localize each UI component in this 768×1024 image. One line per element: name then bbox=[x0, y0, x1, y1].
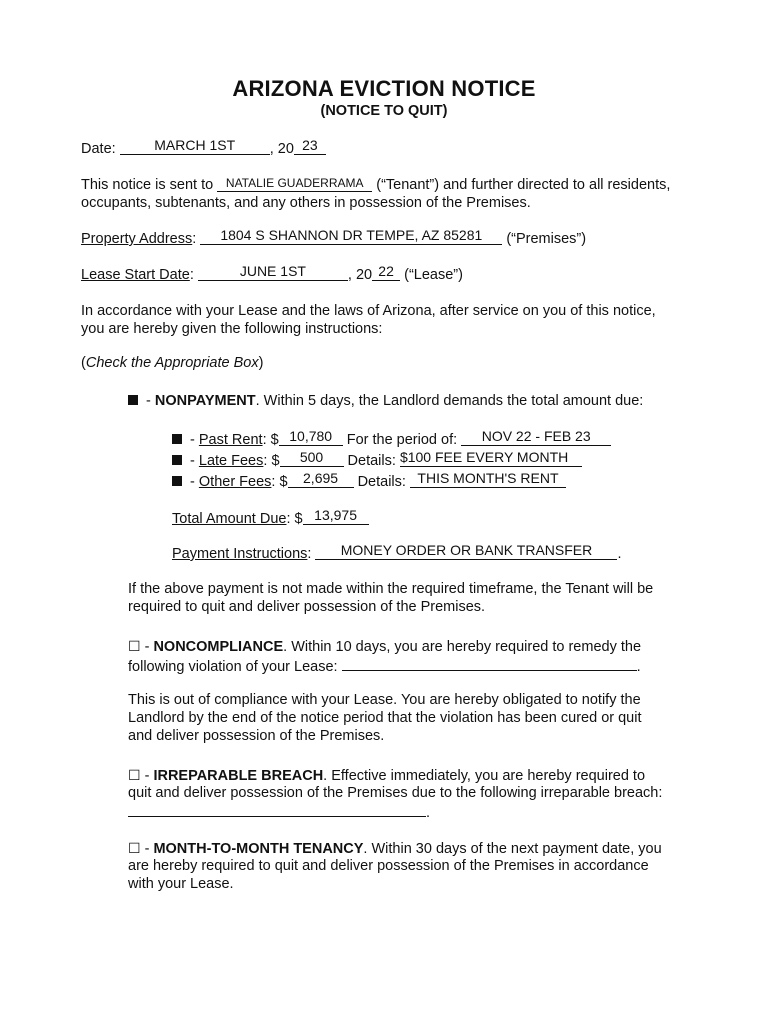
total-due-amount: 13,975 bbox=[314, 507, 357, 523]
other-fees-amount-field[interactable] bbox=[288, 472, 354, 488]
nonpayment-dash: - bbox=[142, 393, 155, 409]
noncompliance-end: . bbox=[636, 659, 641, 675]
page-subtitle: (NOTICE TO QUIT) bbox=[320, 103, 448, 119]
irreparable-breach-field[interactable] bbox=[128, 801, 426, 817]
payment-instructions-end: . bbox=[617, 546, 622, 562]
lease-start-line bbox=[81, 265, 463, 284]
property-label: Property Address bbox=[81, 231, 193, 247]
total-due-currency: : $ bbox=[286, 511, 303, 527]
payment-instructions-field[interactable] bbox=[315, 544, 617, 560]
month-to-month-dash: - bbox=[140, 841, 154, 857]
nonpayment-heading: NONPAYMENT bbox=[154, 393, 256, 409]
tenant-line-after: (“Tenant”) and further directed to all residents, bbox=[376, 177, 671, 193]
other-fees-details: THIS MONTH'S RENT bbox=[417, 470, 559, 486]
past-rent-period-label: For the period of: bbox=[346, 432, 458, 448]
total-due-field[interactable] bbox=[303, 509, 369, 525]
past-rent-amount: 10,780 bbox=[289, 428, 333, 444]
irreparable-line-2: quit and deliver possession of the Premises due to the following irreparable breach: bbox=[128, 785, 663, 801]
lease-year-prefix: , 20 bbox=[347, 267, 373, 283]
noncompliance-violation-label: following violation of your Lease: bbox=[128, 659, 338, 675]
past-rent-period-field[interactable] bbox=[461, 430, 611, 446]
late-fees-checkbox-checked[interactable] bbox=[172, 455, 182, 465]
month-to-month-line-3: with your Lease. bbox=[128, 876, 234, 892]
irreparable-heading: IRREPARABLE BREACH bbox=[153, 768, 324, 784]
late-fees-label: Late Fees bbox=[198, 453, 264, 469]
noncompliance-heading: NONCOMPLIANCE bbox=[153, 639, 284, 655]
intro-line-2: you are hereby given the following instructions: bbox=[81, 321, 383, 337]
month-to-month-option bbox=[128, 839, 662, 858]
irreparable-checkbox[interactable]: ☐ bbox=[128, 767, 141, 783]
other-fees-checkbox-checked[interactable] bbox=[172, 476, 182, 486]
other-fees-amount: 2,695 bbox=[303, 470, 339, 486]
lease-year-field[interactable] bbox=[372, 265, 400, 281]
irreparable-line-3 bbox=[128, 801, 430, 822]
page-title: ARIZONA EVICTION NOTICE bbox=[232, 76, 536, 101]
late-fees-currency: : $ bbox=[263, 453, 280, 469]
check-note-open: ( bbox=[81, 355, 86, 371]
nonpayment-option bbox=[128, 392, 643, 410]
property-address-field[interactable] bbox=[200, 229, 502, 245]
noncompliance-violation-field[interactable] bbox=[342, 655, 637, 671]
lease-start-after: (“Lease”) bbox=[404, 267, 463, 283]
late-fees-details: $100 FEE EVERY MONTH bbox=[399, 449, 569, 465]
noncompliance-para-3: and deliver possession of the Premises. bbox=[128, 728, 385, 744]
late-fees-amount: 500 bbox=[299, 449, 324, 465]
lease-start-value: JUNE 1ST bbox=[239, 263, 306, 279]
lease-start-colon: : bbox=[189, 267, 194, 283]
irreparable-end: . bbox=[426, 805, 431, 821]
date-value: MARCH 1ST bbox=[154, 137, 236, 153]
other-fees-dash: - bbox=[186, 474, 199, 490]
property-line bbox=[81, 229, 586, 248]
late-fees-dash: - bbox=[186, 453, 199, 469]
lease-start-label: Lease Start Date bbox=[81, 267, 190, 283]
late-fees-line bbox=[172, 451, 582, 470]
other-fees-line bbox=[172, 472, 566, 491]
noncompliance-dash: - bbox=[140, 639, 154, 655]
nonpayment-warning-2: required to quit and deliver possession of the Premises. bbox=[128, 599, 486, 615]
month-to-month-checkbox[interactable]: ☐ bbox=[128, 840, 141, 856]
irreparable-dash: - bbox=[140, 768, 154, 784]
date-year-field[interactable] bbox=[294, 139, 326, 155]
date-line bbox=[81, 139, 326, 158]
date-field[interactable] bbox=[120, 139, 270, 155]
month-to-month-line-2: are hereby required to quit and deliver possession of the Premises in accordance bbox=[128, 858, 649, 874]
property-address-value: 1804 S SHANNON DR TEMPE, AZ 85281 bbox=[220, 227, 483, 243]
irreparable-option bbox=[128, 766, 645, 785]
month-to-month-text: . Within 30 days of the next payment date, you bbox=[363, 841, 662, 857]
noncompliance-para-1: This is out of compliance with your Lease. You are hereby obligated to notify the bbox=[128, 692, 641, 708]
check-note-text: Check the Appropriate Box bbox=[85, 355, 259, 371]
other-fees-label: Other Fees bbox=[198, 474, 272, 490]
total-due-line bbox=[172, 509, 369, 528]
tenant-name-field[interactable] bbox=[217, 176, 372, 192]
lease-year-value: 22 bbox=[378, 263, 394, 279]
noncompliance-checkbox[interactable]: ☐ bbox=[128, 638, 141, 654]
tenant-line-2: occupants, subtenants, and any others in possession of the Premises. bbox=[81, 195, 531, 211]
date-year-prefix: , 20 bbox=[269, 141, 294, 157]
late-fees-amount-field[interactable] bbox=[280, 451, 344, 467]
other-fees-currency: : $ bbox=[271, 474, 288, 490]
other-fees-details-label: Details: bbox=[357, 474, 406, 490]
past-rent-period: NOV 22 - FEB 23 bbox=[481, 428, 591, 444]
tenant-line-text: This notice is sent to bbox=[81, 177, 214, 193]
noncompliance-text: . Within 10 days, you are hereby required to remedy the bbox=[283, 639, 642, 655]
total-due-label: Total Amount Due bbox=[172, 511, 287, 527]
date-year-value: 23 bbox=[302, 137, 318, 153]
payment-instructions-line bbox=[172, 544, 622, 563]
lease-start-field[interactable] bbox=[198, 265, 348, 281]
month-to-month-heading: MONTH-TO-MONTH TENANCY bbox=[153, 841, 364, 857]
check-note bbox=[81, 354, 263, 372]
intro-line-1: In accordance with your Lease and the laws of Arizona, after service on you of this notice, bbox=[81, 303, 656, 319]
check-note-close: ) bbox=[258, 355, 264, 371]
property-colon: : bbox=[192, 231, 197, 247]
late-fees-details-field[interactable] bbox=[400, 451, 582, 467]
irreparable-text: . Effective immediately, you are hereby required to bbox=[323, 768, 646, 784]
noncompliance-para-2: Landlord by the end of the notice period that the violation has been cured or quit bbox=[128, 710, 642, 726]
past-rent-currency: : $ bbox=[262, 432, 279, 448]
past-rent-checkbox-checked[interactable] bbox=[172, 434, 182, 444]
past-rent-dash: - bbox=[186, 432, 199, 448]
property-after: (“Premises”) bbox=[506, 231, 587, 247]
nonpayment-text: . Within 5 days, the Landlord demands the total amount due: bbox=[255, 393, 644, 409]
past-rent-label: Past Rent bbox=[198, 432, 263, 448]
nonpayment-warning-1: If the above payment is not made within the required timeframe, the Tenant will be bbox=[128, 581, 654, 597]
payment-instructions-value: MONEY ORDER OR BANK TRANSFER bbox=[340, 542, 593, 558]
past-rent-amount-field[interactable] bbox=[279, 430, 343, 446]
tenant-name-value: NATALIE GUADERRAMA bbox=[225, 176, 364, 190]
nonpayment-checkbox-checked[interactable] bbox=[128, 395, 138, 405]
payment-instructions-label: Payment Instructions bbox=[172, 546, 308, 562]
date-label: Date: bbox=[81, 141, 116, 157]
noncompliance-option bbox=[128, 637, 641, 656]
tenant-line bbox=[81, 176, 670, 194]
other-fees-details-field[interactable] bbox=[410, 472, 566, 488]
past-rent-line bbox=[172, 430, 611, 449]
noncompliance-line-2 bbox=[128, 655, 641, 676]
payment-instructions-colon: : bbox=[307, 546, 312, 562]
late-fees-details-label: Details: bbox=[347, 453, 396, 469]
